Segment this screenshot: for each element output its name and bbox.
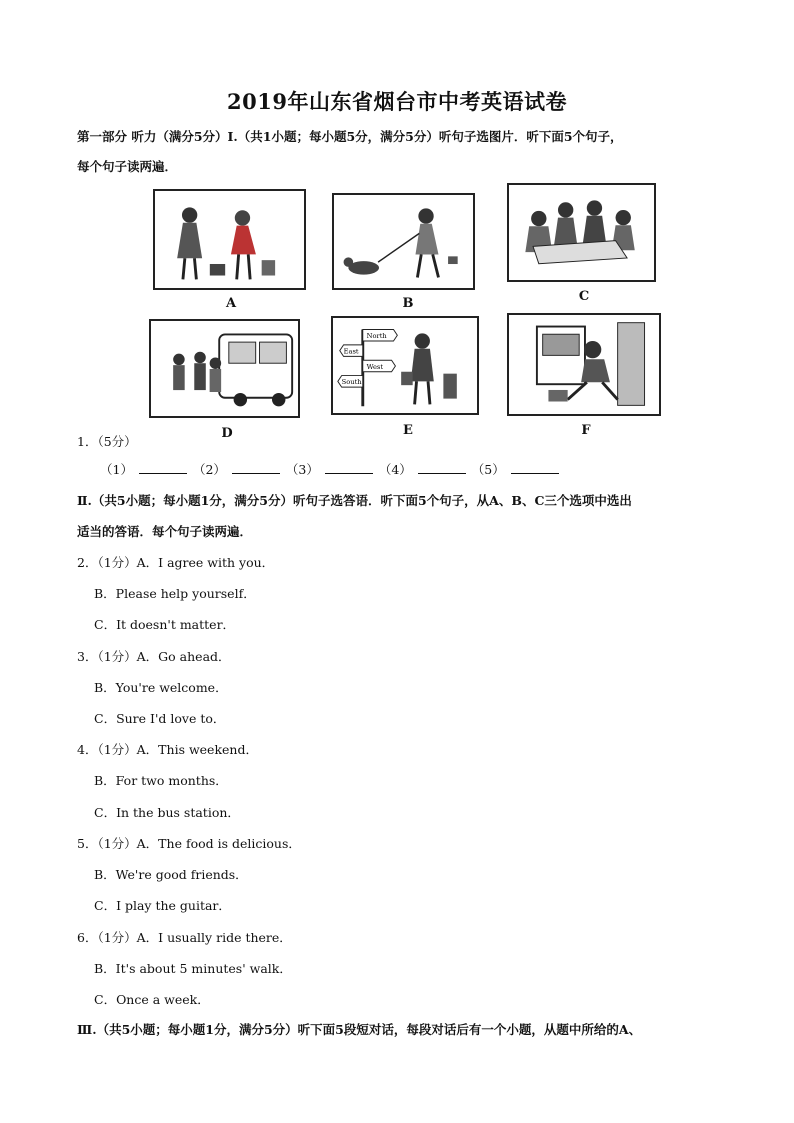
part3-heading: Ⅲ.（共5小题；每小题1分，满分5分）听下面5段短对话，每段对话后有一个小题，从题中所给的A、 <box>77 1022 642 1037</box>
direction-sign-illustration <box>333 318 477 413</box>
bus-boarding-illustration <box>151 321 298 416</box>
question-1-stem: 1．（5分） <box>77 434 137 449</box>
question-5-option-c: C．I play the guitar． <box>94 898 231 913</box>
picture-f <box>507 313 661 416</box>
picture-label-c: C <box>578 289 590 304</box>
picture-a <box>153 189 306 290</box>
question-2-option-b: B．Please help yourself． <box>94 586 256 601</box>
part1-heading: 第一部分 听力（满分5分）Ⅰ.（共1小题；每小题5分，满分5分）听句子选图片．听下面5个句子， <box>77 129 623 144</box>
part2-heading-cont: 适当的答语．每个句子读两遍． <box>77 524 253 539</box>
blank-label-4: （4） <box>378 462 412 477</box>
picture-label-d: D <box>221 426 233 441</box>
shopping-women-illustration <box>155 191 304 288</box>
picture-d <box>149 319 300 418</box>
picture-label-b: B <box>402 296 414 311</box>
question-6-stem: 6．（1分）A．I usually ride there． <box>77 930 292 945</box>
answer-blank-4[interactable] <box>418 463 466 474</box>
question-4-stem: 4．（1分）A．This weekend． <box>77 742 258 757</box>
answer-blank-5[interactable] <box>511 463 559 474</box>
question-3-option-b: B．You're welcome． <box>94 680 228 695</box>
blank-label-2: （2） <box>192 462 226 477</box>
answer-blank-1[interactable] <box>139 463 187 474</box>
question-4-option-c: C．In the bus station． <box>94 805 240 820</box>
running-kid-illustration <box>509 315 659 414</box>
question-2-stem: 2．（1分）A．I agree with you． <box>77 555 275 570</box>
blank-label-1: （1） <box>100 462 133 477</box>
picture-e <box>331 316 479 415</box>
question-5-stem: 5．（1分）A．The food is delicious． <box>77 836 301 851</box>
answer-blank-3[interactable] <box>325 463 373 474</box>
part2-heading: Ⅱ.（共5小题；每小题1分，满分5分）听句子选答语．听下面5个句子，从A、B、C三个选项中选出 <box>77 493 632 508</box>
blank-label-3: （3） <box>285 462 319 477</box>
blank-label-5: （5） <box>471 462 505 477</box>
dog-walking-illustration <box>334 195 473 288</box>
sign-east: East <box>343 347 359 356</box>
question-2-option-c: C．It doesn't matter． <box>94 617 236 632</box>
part1-heading-cont: 每个句子读两遍． <box>77 159 178 174</box>
picture-label-a: A <box>225 296 237 311</box>
page-title: 2019年山东省烟台市中考英语试卷 <box>227 89 567 114</box>
picture-label-e: E <box>403 423 413 438</box>
answer-blank-2[interactable] <box>232 463 280 474</box>
group-study-illustration <box>509 185 654 280</box>
sign-south: South <box>341 378 362 387</box>
question-6-option-b: B．It's about 5 minutes' walk． <box>94 961 292 976</box>
question-3-option-c: C．Sure I'd love to． <box>94 711 226 726</box>
question-4-option-b: B．For two months． <box>94 773 228 788</box>
picture-b <box>332 193 475 290</box>
sign-west: West <box>366 362 384 371</box>
question-3-stem: 3．（1分）A．Go ahead． <box>77 649 231 664</box>
question-5-option-b: B．We're good friends． <box>94 867 248 882</box>
picture-label-f: F <box>581 423 591 438</box>
sign-north: North <box>366 332 387 341</box>
question-1-blanks <box>100 460 561 478</box>
question-6-option-c: C．Once a week． <box>94 992 210 1007</box>
picture-c <box>507 183 656 282</box>
